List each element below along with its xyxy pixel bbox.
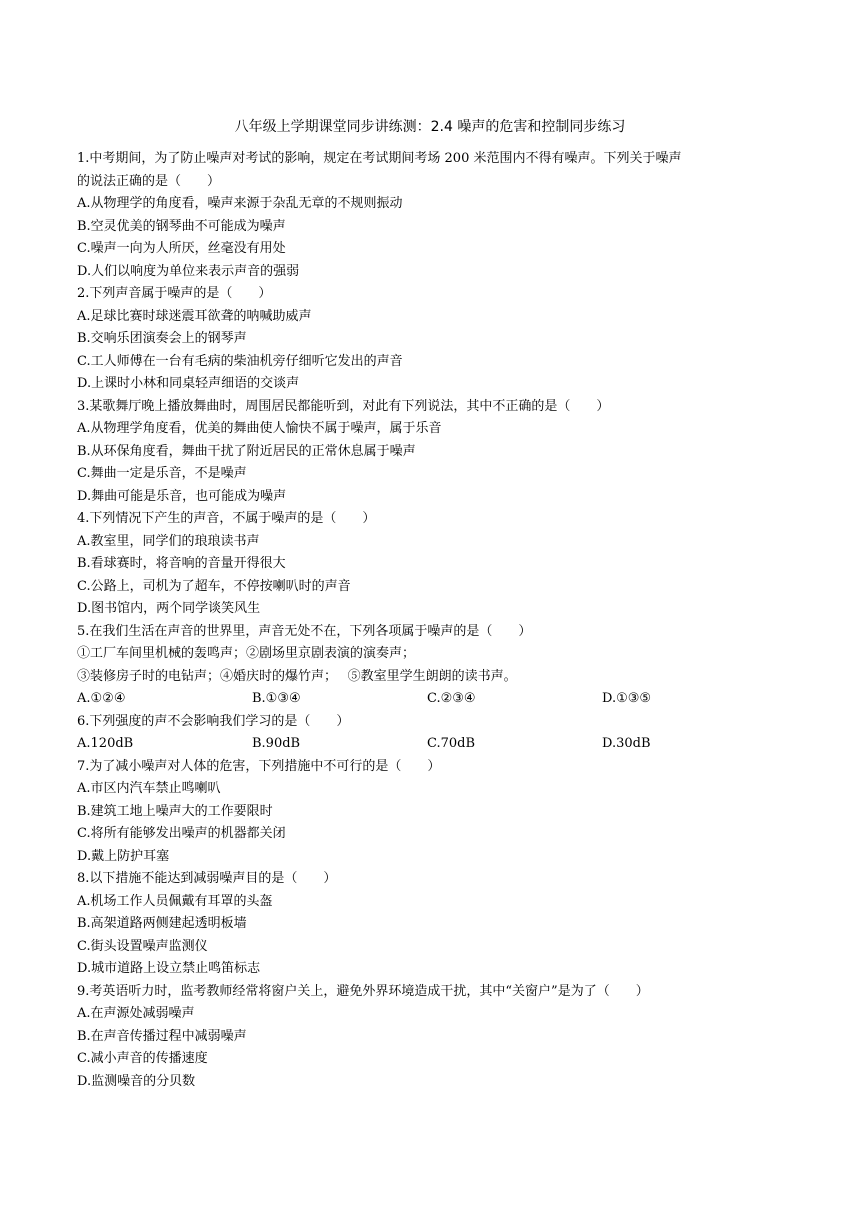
option-c: C.将所有能够发出噪声的机器都关闭 [77, 826, 286, 841]
option-c: C.公路上，司机为了超车，不停按喇叭时的声音 [77, 578, 351, 594]
question-statement-line: ③装修房子时的电钻声；④婚庆时的爆竹声； ⑤教室里学生朗朗的读书声。 [77, 668, 517, 684]
option-a: A.从物理学角度看，优美的舞曲使人愉快不属于噪声，属于乐音 [77, 421, 442, 436]
question-stem: 1.中考期间，为了防止噪声对考试的影响，规定在考试期间考场 200 米范围内不得有噪声。下列关于噪声 [77, 151, 682, 166]
option-b: B.建筑工地上噪声大的工作要限时 [77, 803, 273, 819]
question-4 [77, 508, 787, 621]
option-row [77, 733, 787, 756]
question-list [77, 148, 787, 1093]
question-statement-line: ①工厂车间里机械的轰鸣声；②剧场里京剧表演的演奏声； [77, 646, 416, 661]
option-a: A.机场工作人员佩戴有耳罩的头盔 [77, 893, 273, 909]
question-stem: 7.为了减小噪声对人体的危害，下列措施中不可行的是（ ） [77, 758, 441, 774]
option-d: D.图书馆内，两个同学谈笑风生 [77, 601, 261, 616]
option-c: C.减小声音的传播速度 [77, 1051, 208, 1066]
question-5 [77, 621, 787, 711]
option-b: B.空灵优美的钢琴曲不可能成为噪声 [77, 218, 286, 234]
option-c: C.工人师傅在一台有毛病的柴油机旁仔细听它发出的声音 [77, 353, 403, 369]
option-a: A.教室里，同学们的琅琅读书声 [77, 533, 260, 549]
question-stem-continued: 的说法正确的是（ ） [77, 173, 221, 189]
option-d: D.戴上防护耳塞 [77, 848, 170, 864]
option-d: D.上课时小林和同桌轻声细语的交谈声 [77, 376, 300, 391]
question-stem: 6.下列强度的声不会影响我们学习的是（ ） [77, 713, 350, 729]
question-3 [77, 396, 787, 509]
option-a: A.①②④ [77, 691, 126, 706]
option-d: D.舞曲可能是乐音，也可能成为噪声 [77, 488, 287, 504]
question-stem: 4.下列情况下产生的声音，不属于噪声的是（ ） [77, 511, 376, 526]
option-d: D.人们以响度为单位来表示声音的强弱 [77, 263, 300, 279]
question-9 [77, 981, 787, 1094]
question-stem: 8.以下措施不能达到减弱噪声目的是（ ） [77, 871, 337, 886]
page-title: 八年级上学期课堂同步讲练测：2.4 噪声的危害和控制同步练习 [234, 119, 626, 135]
option-b: B.①③④ [252, 691, 301, 706]
option-d: D.①③⑤ [602, 691, 652, 706]
question-stem: 9.考英语听力时，监考教师经常将窗户关上，避免外界环境造成干扰，其中“关窗户”是为了（ ） [77, 983, 649, 999]
option-d: D.30dB [602, 736, 651, 751]
option-a: A.从物理学的角度看，噪声来源于杂乱无章的不规则振动 [77, 196, 403, 211]
option-c: C.噪声一向为人所厌，丝毫没有用处 [77, 241, 286, 256]
option-b: B.交响乐团演奏会上的钢琴声 [77, 331, 247, 346]
question-stem: 5.在我们生活在声音的世界里，声音无处不在，下列各项属于噪声的是（ ） [77, 623, 532, 639]
option-a: A.120dB [77, 736, 134, 751]
question-7 [77, 756, 787, 869]
option-b: B.从环保角度看，舞曲干扰了附近居民的正常休息属于噪声 [77, 443, 416, 459]
question-1 [77, 148, 787, 283]
option-b: B.看球赛时，将音响的音量开得很大 [77, 556, 286, 571]
option-b: B.90dB [252, 736, 301, 751]
question-2 [77, 283, 787, 396]
option-a: A.市区内汽车禁止鸣喇叭 [77, 781, 221, 796]
option-b: B.高架道路两侧建起透明板墙 [77, 916, 247, 931]
option-d: D.城市道路上设立禁止鸣笛标志 [77, 961, 261, 976]
option-c: C.②③④ [427, 691, 476, 706]
question-6 [77, 711, 787, 756]
option-c: C.街头设置噪声监测仪 [77, 938, 208, 954]
option-c: C.70dB [427, 736, 476, 751]
option-b: B.在声音传播过程中减弱噪声 [77, 1028, 247, 1044]
option-row [77, 688, 787, 711]
option-a: A.在声源处减弱噪声 [77, 1006, 195, 1021]
question-8 [77, 868, 787, 981]
question-stem: 2.下列声音属于噪声的是（ ） [77, 286, 272, 301]
question-stem: 3.某歌舞厅晚上播放舞曲时，周围居民都能听到，对此有下列说法，其中不正确的是（ ） [77, 398, 610, 414]
option-a: A.足球比赛时球迷震耳欲聋的呐喊助威声 [77, 308, 312, 324]
option-d: D.监测噪音的分贝数 [77, 1073, 196, 1089]
option-c: C.舞曲一定是乐音，不是噪声 [77, 466, 247, 481]
